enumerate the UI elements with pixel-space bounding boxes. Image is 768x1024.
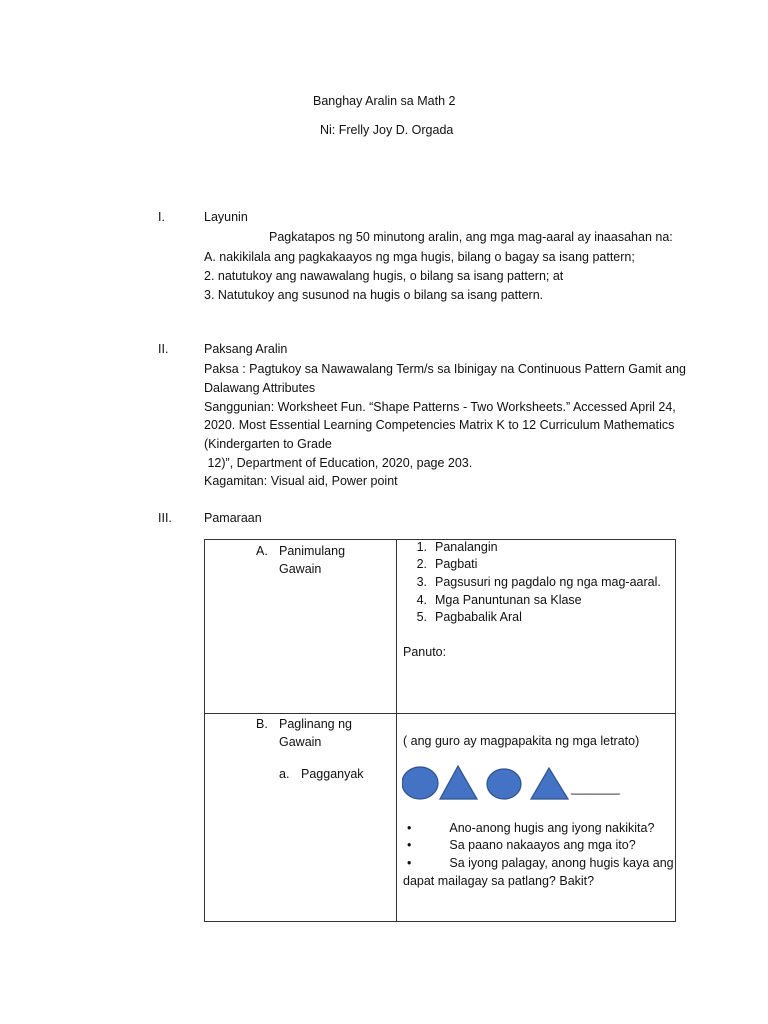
objective-item: A. nakikilala ang pagkakaayos ng mga hugis, bilang o bagay sa isang pattern;: [204, 250, 635, 264]
question-bullet: • Ano-anong hugis ang iyong nakikita?: [407, 821, 655, 835]
document-author: Ni: Frelly Joy D. Orgada: [320, 123, 454, 137]
kagamitan-line: Kagamitan: Visual aid, Power point: [204, 474, 398, 488]
question-continuation: dapat mailagay sa patlang? Bakit?: [403, 874, 595, 888]
step-item: 4. Mga Panuntunan sa Klase: [416, 593, 582, 607]
objective-item: 2. natutukoy ang nawawalang hugis, o bilang sa isang pattern; at: [204, 269, 564, 283]
row-b-sub-letter: a.: [279, 767, 290, 781]
section2-heading: Paksang Aralin: [204, 342, 288, 356]
row-a-label: [256, 542, 345, 578]
sanggunian-line: Sanggunian: Worksheet Fun. “Shape Patterns - Two Worksheets.” Accessed April 24,: [204, 400, 676, 414]
section3-numeral: III.: [158, 511, 172, 525]
table-column-divider: [396, 540, 397, 921]
row-b-label: [256, 715, 352, 751]
section3-heading: Pamaraan: [204, 511, 262, 525]
row-b-sub: [279, 767, 364, 781]
step-item: 1. Panalangin: [416, 540, 498, 554]
row-a-letter: A.: [256, 544, 268, 558]
row-b-sub-label: Pagganyak: [301, 767, 364, 781]
sanggunian-line: (Kindergarten to Grade: [204, 437, 332, 451]
question-bullet: • Sa iyong palagay, anong hugis kaya ang: [407, 856, 674, 870]
question-bullet: • Sa paano nakaayos ang mga ito?: [407, 838, 636, 852]
panuto-label: Panuto:: [403, 645, 447, 659]
step-item: 5. Pagbabalik Aral: [416, 610, 522, 624]
pamaraan-table: [204, 539, 676, 922]
paksa-line: Dalawang Attributes: [204, 381, 316, 395]
circle-shape-icon: [402, 767, 438, 799]
row-b-label-line1: Paglinang ng: [279, 717, 352, 731]
row-a-label-line2: Gawain: [279, 562, 322, 576]
shape-pattern: [402, 765, 572, 801]
sanggunian-line: 2020. Most Essential Learning Competencies Matrix K to 12 Curriculum Mathematics: [204, 418, 675, 432]
teacher-note: ( ang guro ay magpapakita ng mga letrato): [403, 734, 640, 748]
step-item: 2. Pagbati: [416, 557, 478, 571]
pattern-blank: _______: [571, 781, 620, 795]
sanggunian-line: 12)”, Department of Education, 2020, page 203.: [204, 456, 473, 470]
row-a-label-line1: Panimulang: [279, 544, 346, 558]
table-row-divider: [205, 713, 675, 714]
document-title: Banghay Aralin sa Math 2: [313, 94, 456, 108]
objective-item: 3. Natutukoy ang susunod na hugis o bilang sa isang pattern.: [204, 288, 544, 302]
triangle-shape-icon: [440, 766, 477, 799]
row-b-letter: B.: [256, 717, 268, 731]
triangle-shape-icon: [531, 768, 568, 799]
section1-intro: Pagkatapos ng 50 minutong aralin, ang mga mag-aaral ay inaasahan na:: [269, 230, 673, 244]
circle-shape-icon: [487, 769, 521, 799]
paksa-line: Paksa : Pagtukoy sa Nawawalang Term/s sa Ibinigay na Continuous Pattern Gamit ang: [204, 362, 686, 376]
row-a-content: [403, 540, 673, 710]
section1-numeral: I.: [158, 210, 165, 224]
section2-numeral: II.: [158, 342, 169, 356]
step-item: 3. Pagsusuri ng pagdalo ng nga mag-aaral.: [416, 575, 661, 589]
section1-heading: Layunin: [204, 210, 248, 224]
row-b-label-line2: Gawain: [279, 735, 322, 749]
